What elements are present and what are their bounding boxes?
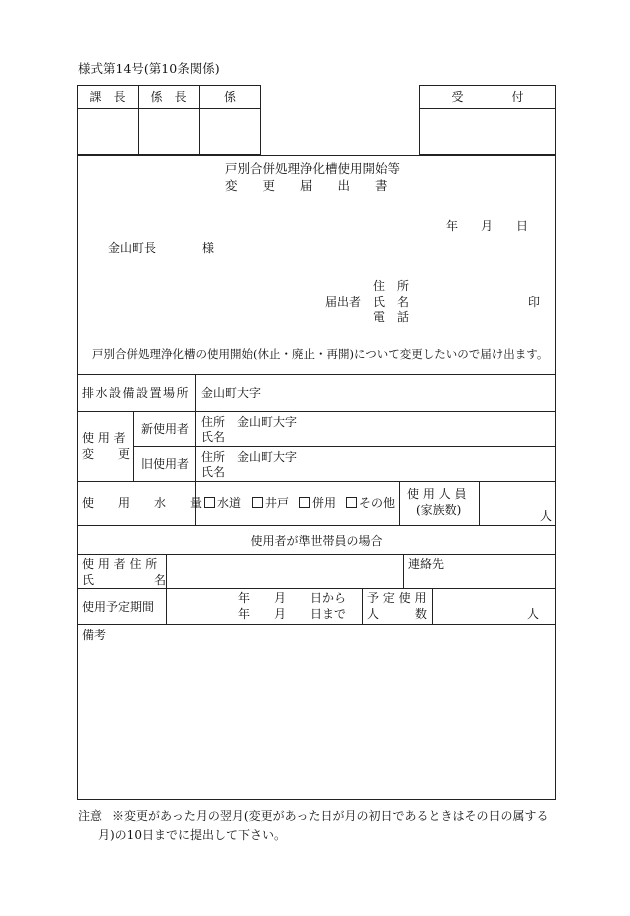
- date-month: 月: [481, 219, 494, 233]
- period-from: 年 月 日から: [238, 591, 347, 605]
- date-year: 年: [446, 219, 459, 233]
- form-title-line2: 変 更 届 出 書: [225, 178, 388, 193]
- checkbox-icon: [204, 497, 215, 508]
- period-label: 使用予定期間: [82, 600, 155, 614]
- kakaricho-label: 係 長: [150, 90, 187, 104]
- planned-users-unit: 人: [527, 607, 540, 621]
- user-change-label-1: 使 用 者: [82, 431, 126, 445]
- new-user-address-value: 金山町大字: [237, 415, 298, 429]
- contact-label: 連絡先: [408, 557, 445, 571]
- uketsuke-label: 受 付: [451, 90, 524, 104]
- seal-mark: 印: [528, 295, 541, 309]
- planned-users-label-2: 人 数: [367, 607, 428, 621]
- new-user-name-label: 氏名: [201, 430, 226, 444]
- users-count-label-2: (家族数): [416, 503, 462, 517]
- applicant-address-label: 住 所: [373, 279, 410, 293]
- users-count-unit: 人: [540, 509, 553, 523]
- checkbox-icon: [346, 497, 357, 508]
- kakari-label: 係: [223, 90, 236, 104]
- user-change-label-2: 変 更: [82, 447, 131, 461]
- applicant-label: 届出者: [325, 295, 362, 309]
- note-line1: ※変更があった月の翌月(変更があった日が月の初日であるときはその日の属する: [112, 809, 549, 823]
- users-count-label-1: 使 用 人 員: [407, 487, 467, 501]
- water-option-other[interactable]: その他: [346, 497, 395, 509]
- applicant-phone-label: 電 話: [373, 310, 410, 324]
- old-user-name-label: 氏名: [201, 465, 226, 479]
- form-number: 様式第14号(第10条関係): [78, 61, 220, 76]
- new-user-address-label: 住所: [201, 415, 226, 429]
- addressee-honorific: 様: [202, 241, 215, 255]
- water-option-well[interactable]: 井戸: [252, 497, 289, 509]
- remarks-label: 備考: [82, 628, 107, 642]
- statement-text: 戸別合併処理浄化槽の使用開始(休止・廃止・再開)について変更したいので届け出ます。: [92, 347, 549, 361]
- new-user-label: 新使用者: [141, 422, 190, 436]
- addressee-name: 金山町長: [108, 241, 157, 255]
- checkbox-icon: [299, 497, 310, 508]
- checkbox-icon: [252, 497, 263, 508]
- water-option-combined[interactable]: 併用: [299, 497, 336, 509]
- old-user-address-value: 金山町大字: [237, 450, 298, 464]
- location-label: 排水設備設置場所: [82, 386, 191, 400]
- planned-users-label-1: 予 定 使 用: [367, 591, 427, 605]
- kacho-label: 課 長: [89, 90, 126, 104]
- period-to: 年 月 日まで: [238, 607, 347, 621]
- note-line2: 月)の10日までに提出して下さい。: [98, 828, 286, 842]
- quasi-household-header: 使用者が準世帯員の場合: [250, 534, 383, 548]
- form-title-line1: 戸別合併処理浄化槽使用開始等: [225, 161, 401, 176]
- location-value: 金山町大字: [201, 386, 262, 400]
- old-user-label: 旧使用者: [141, 457, 190, 471]
- old-user-address-label: 住所: [201, 450, 226, 464]
- note-label: 注意: [78, 809, 103, 823]
- water-option-tap[interactable]: 水道: [204, 497, 241, 509]
- quasi-name-label: 氏 名: [82, 573, 167, 587]
- water-usage-label: 使 用 水 量: [82, 496, 203, 510]
- date-day: 日: [516, 219, 529, 233]
- quasi-address-label: 使 用 者 住 所: [82, 557, 158, 571]
- applicant-name-label: 氏 名: [373, 295, 410, 309]
